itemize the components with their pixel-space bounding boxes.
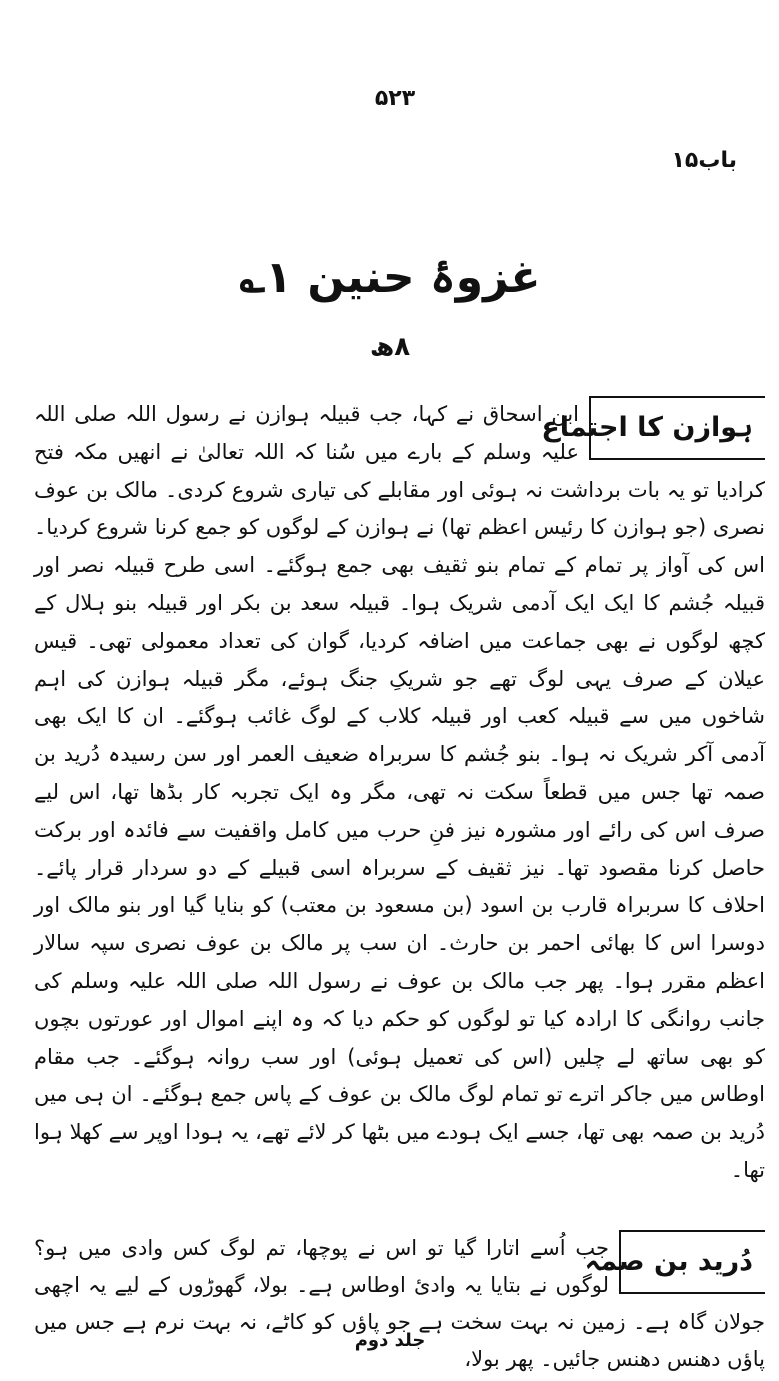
section-paragraph: ابن اسحاق نے کہا، جب قبیلہ ہوازن نے رسول اللہ صلی اللہ علیہ وسلم کے بارے میں سُنا کہ اللہ تعالیٰ نے انھیں مکہ فتح کرادیا تو یہ بات برداشت نہ ہوئی اور مقابلے کی تیاری شروع کردی۔ مالک بن عوف نصری (جو ہوازن کا رئیس اعظم تھا) نے ہوازن کے لوگوں کو جمع کرنا شروع کردیا۔ اس کی آواز پر تمام کے تمام بنو ثقیف بھی جمع ہوگئے۔ اسی طرح قبیلہ نصر اور قبیلہ جُشم کا ایک ایک آدمی شریک ہوا۔ قبیلہ سعد بن بکر اور قبیلہ بنو ہلال کے کچھ لوگوں نے بھی جماعت میں اضافہ کردیا، گوان کی تعداد معمولی تھی۔ قیس عیلان کے صرف یہی لوگ تھے جو شریکِ جنگ ہوئے، مگر قبیلہ ہوازن کی اہم شاخوں میں سے قبیلہ کعب اور قبیلہ کلاب کے لوگ غائب ہوگئے۔ ان کا ایک بھی آدمی آکر شریک نہ ہوا۔ بنو جُشم کا سربراہ ضعیف العمر اور سن رسیدہ دُرید بن صمہ تھا جس میں قطعاً سکت نہ تھی، مگر وہ ایک تجربہ کار بڈھا تھا، اس لیے صرف اس کی رائے اور مشورہ نیز فنِ حرب میں کامل واقفیت سے فائدہ اور برکت حاصل کرنا مقصود تھا۔ نیز ثقیف کے سربراہ اسی قبیلے کے دو سردار قرار پائے۔ احلاف کا سربراہ قارب بن اسود (بن مسعود بن معتب) کو بنایا گیا اور بنو مالک اور دوسرا اس کا بھائی احمر بن حارث۔ ان سب پر مالک بن عوف نصری سپہ سالار اعظم مقرر ہوا۔ پھر جب مالک بن عوف نے رسول اللہ صلی اللہ علیہ وسلم کی جانب روانگی کا ارادہ کیا تو لوگوں کو حکم دیا کہ وہ اپنے اموال اور عورتوں بچوں کو بھی ساتھ لے چلیں (اس کی تعمیل ہوئی) اور سب روانہ ہوگئے۔ جب مقام اوطاس میں جاکر اترے تو تمام لوگ مالک بن عوف کے پاس جمع ہوگئے۔ ان ہی میں دُرید بن صمہ بھی تھا، جسے ایک ہودے میں بٹھا کر لائے تھے، یہ ہودا اوپر سے کھلا ہوا تھا۔: [34, 402, 765, 1182]
hijri-year: ۸ھ: [369, 332, 411, 362]
volume-footer: جلد دوم: [354, 1330, 426, 1351]
section-heading: ہوازن کا اجتماع: [589, 396, 765, 460]
page-title: غزوۂ حنین ۱؎: [239, 252, 541, 303]
section-heading: دُرید بن صمہ: [619, 1230, 765, 1294]
section-durayd: [34, 1230, 765, 1378]
page-number: ۵۲۳: [374, 86, 416, 111]
chapter-label: باب۱۵: [671, 148, 737, 173]
section-hawazin-gathering: [34, 396, 765, 1190]
section-paragraph: جب اُسے اتارا گیا تو اس نے پوچھا، تم لوگ کس وادی میں ہو؟ لوگوں نے بتایا یہ وادیٔ اوطاس ہے۔ بولا، گھوڑوں کے لیے یہ اچھی جولان گاہ ہے۔ زمین نہ بہت سخت ہے جو پاؤں کو کاٹے، نہ بہت نرم ہے جس میں پاؤں دھنس دھنس جائیں۔ پھر بولا،: [34, 1236, 765, 1371]
